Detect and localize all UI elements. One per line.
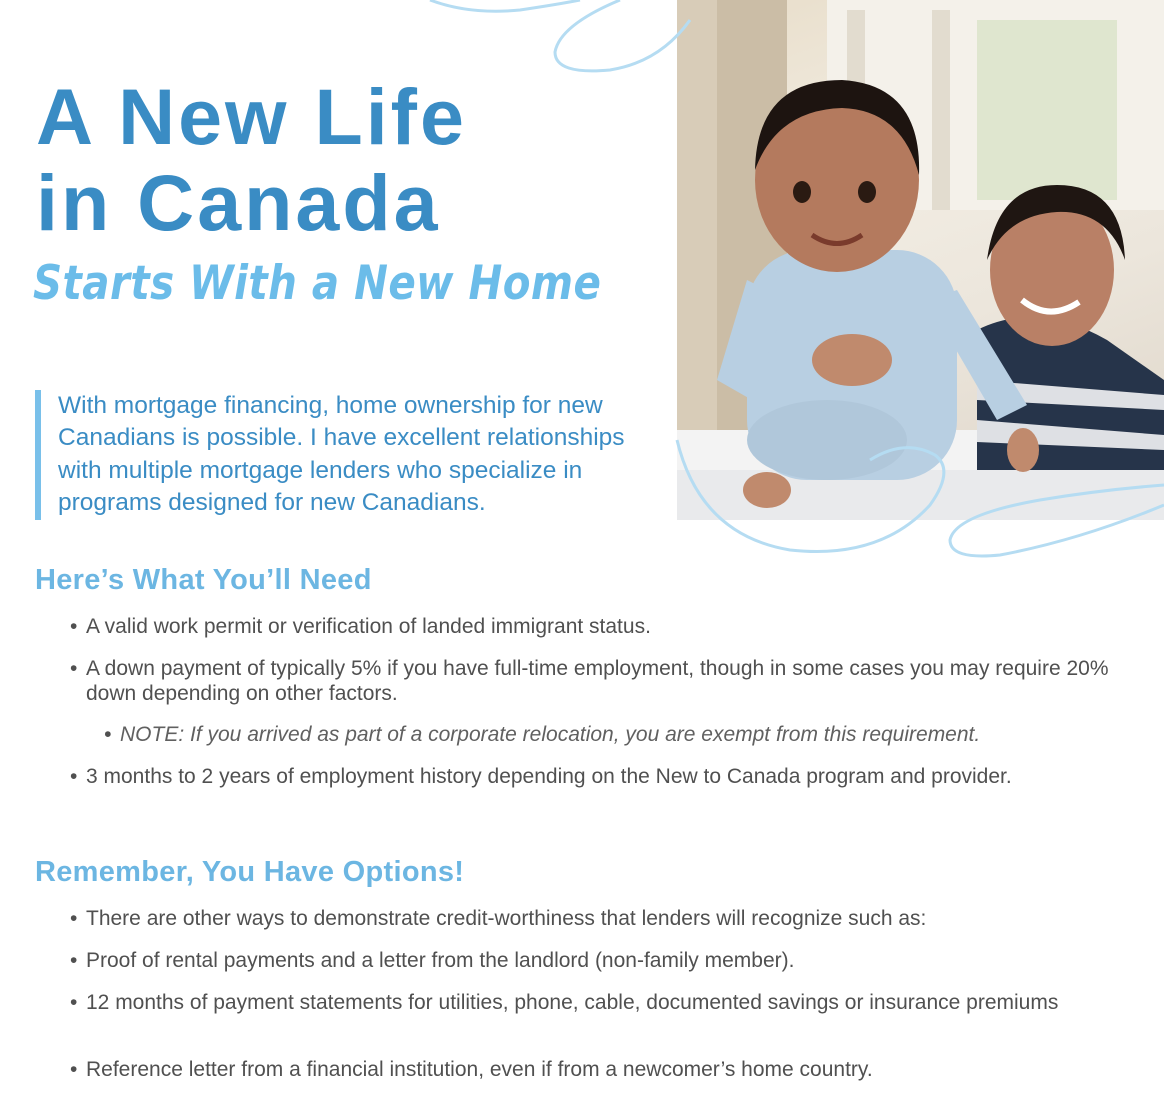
options-item-credit-worthiness: • There are other ways to demonstrate credit-worthiness that lenders will recognize such as: (68, 906, 1148, 931)
need-item-permit: • A valid work permit or verification of landed immigrant status. (68, 614, 1148, 639)
page-title-line-1: A New Life (36, 72, 467, 161)
intro-paragraph: With mortgage financing, home ownership for new Canadians is possible. I have excellent relationships with multiple mortgage lenders who specialize in programs designed for new Canadians. (35, 390, 648, 520)
options-item-payment-statements: • 12 months of payment statements for utilities, phone, cable, documented savings or insurance premiums (68, 990, 1148, 1015)
need-item-employment-history: • 3 months to 2 years of employment history depending on the New to Canada program and provider. (68, 764, 1148, 789)
page-title (36, 74, 467, 246)
options-item-rental-payments: • Proof of rental payments and a letter from the landlord (non-family member). (68, 948, 1148, 973)
need-item-note: • NOTE: If you arrived as part of a corporate relocation, you are exempt from this requirement. (102, 722, 1142, 747)
options-heading: Remember, You Have Options! (35, 856, 465, 888)
page-subtitle: Starts With a New Home (33, 256, 602, 311)
family-photo (677, 0, 1164, 520)
options-item-reference-letter: • Reference letter from a financial institution, even if from a newcomer’s home country. (68, 1057, 1148, 1082)
need-item-down-payment: • A down payment of typically 5% if you have full-time employment, though in some cases you may require 20% down depending on other factors. (68, 656, 1148, 706)
need-heading: Here’s What You’ll Need (35, 564, 372, 596)
page-title-line-2: in Canada (36, 158, 441, 247)
